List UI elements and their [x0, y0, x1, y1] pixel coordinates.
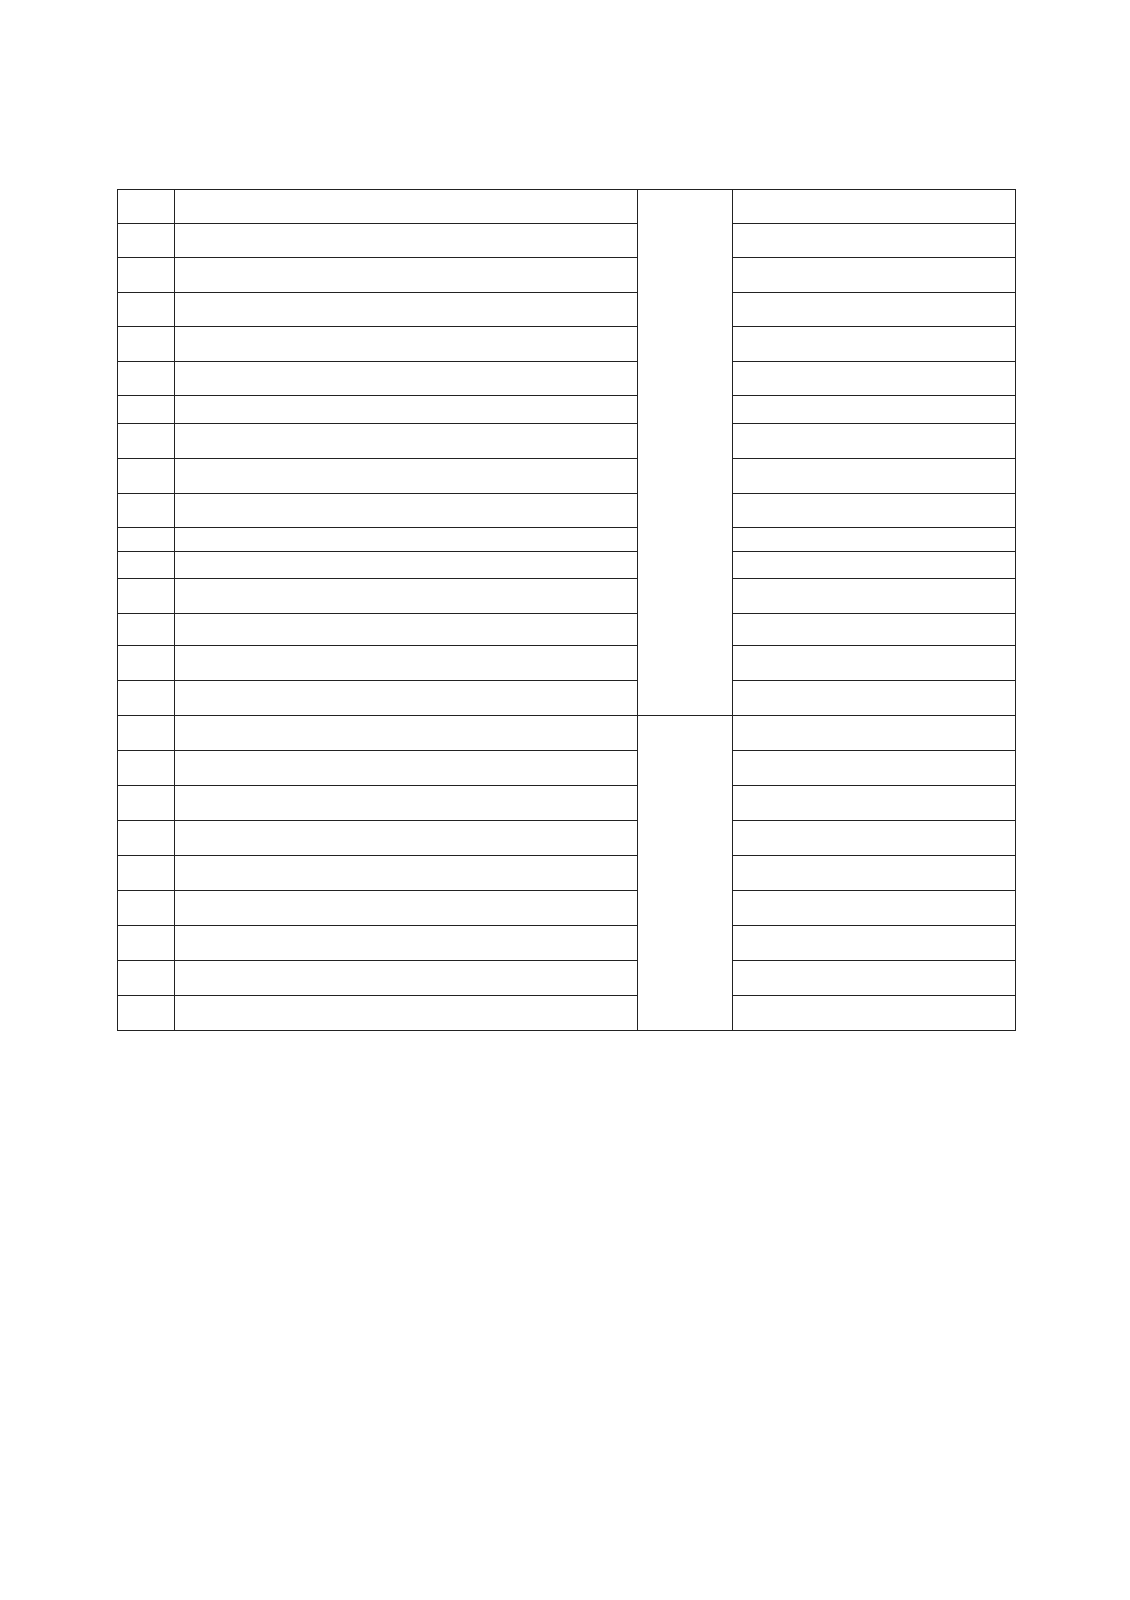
major-code-cell	[118, 362, 175, 396]
table-row	[118, 327, 1016, 362]
major-code-cell	[118, 856, 175, 891]
major-name-cell	[175, 258, 638, 293]
table-row	[118, 224, 1016, 258]
table-row	[118, 961, 1016, 996]
major-code-cell	[118, 224, 175, 258]
exam-subject-cell	[733, 926, 1016, 961]
exam-subject-cell	[733, 362, 1016, 396]
major-name-cell	[175, 614, 638, 646]
major-name-cell	[175, 856, 638, 891]
exam-subject-cell	[733, 716, 1016, 751]
table-row	[118, 424, 1016, 459]
exam-subject-cell	[733, 190, 1016, 224]
exam-subject-cell	[733, 293, 1016, 327]
table-row	[118, 396, 1016, 424]
table-row	[118, 891, 1016, 926]
table-row	[118, 926, 1016, 961]
major-code-cell	[118, 646, 175, 681]
table-row	[118, 786, 1016, 821]
major-code-cell	[118, 926, 175, 961]
table-row	[118, 751, 1016, 786]
major-code-cell	[118, 494, 175, 528]
exam-subject-cell	[733, 821, 1016, 856]
major-table	[117, 189, 1016, 1031]
table-row	[118, 646, 1016, 681]
table-row	[118, 681, 1016, 716]
major-code-cell	[118, 396, 175, 424]
exam-subject-cell	[733, 258, 1016, 293]
exam-subject-cell	[733, 424, 1016, 459]
exam-subject-cell	[733, 459, 1016, 494]
exam-subject-cell	[733, 646, 1016, 681]
major-name-cell	[175, 424, 638, 459]
major-name-cell	[175, 646, 638, 681]
table-row	[118, 494, 1016, 528]
exam-subject-cell	[733, 681, 1016, 716]
major-name-cell	[175, 528, 638, 552]
exam-subject-cell	[733, 552, 1016, 579]
major-name-cell	[175, 459, 638, 494]
major-code-cell	[118, 293, 175, 327]
major-name-cell	[175, 926, 638, 961]
major-name-cell	[175, 751, 638, 786]
exam-subject-cell	[733, 494, 1016, 528]
major-name-cell	[175, 786, 638, 821]
exam-subject-cell	[733, 786, 1016, 821]
exam-subject-cell	[733, 751, 1016, 786]
table-row	[118, 362, 1016, 396]
major-name-cell	[175, 327, 638, 362]
major-code-cell	[118, 258, 175, 293]
table-row	[118, 552, 1016, 579]
major-code-cell	[118, 614, 175, 646]
major-name-cell	[175, 961, 638, 996]
major-code-cell	[118, 327, 175, 362]
major-name-cell	[175, 396, 638, 424]
major-name-cell	[175, 362, 638, 396]
exam-subject-cell	[733, 224, 1016, 258]
major-name-cell	[175, 293, 638, 327]
table-row	[118, 821, 1016, 856]
major-code-cell	[118, 751, 175, 786]
major-code-cell	[118, 528, 175, 552]
table-row	[118, 856, 1016, 891]
table-row	[118, 459, 1016, 494]
exam-subject-cell	[733, 396, 1016, 424]
major-name-cell	[175, 891, 638, 926]
major-name-cell	[175, 224, 638, 258]
major-name-cell	[175, 681, 638, 716]
exam-subject-cell	[733, 856, 1016, 891]
table-row	[118, 190, 1016, 224]
table-row	[118, 293, 1016, 327]
exam-subject-cell	[733, 579, 1016, 614]
group-code-cell	[638, 190, 733, 716]
major-code-cell	[118, 716, 175, 751]
exam-subject-cell	[733, 996, 1016, 1031]
exam-subject-cell	[733, 614, 1016, 646]
major-name-cell	[175, 552, 638, 579]
major-name-cell	[175, 190, 638, 224]
exam-subject-cell	[733, 961, 1016, 996]
major-code-cell	[118, 996, 175, 1031]
major-name-cell	[175, 996, 638, 1031]
major-code-cell	[118, 579, 175, 614]
major-code-cell	[118, 786, 175, 821]
major-code-cell	[118, 821, 175, 856]
table-row	[118, 258, 1016, 293]
major-code-cell	[118, 552, 175, 579]
group-code-cell	[638, 716, 733, 1031]
major-name-cell	[175, 716, 638, 751]
exam-subject-cell	[733, 891, 1016, 926]
major-name-cell	[175, 579, 638, 614]
table-row	[118, 528, 1016, 552]
major-code-cell	[118, 424, 175, 459]
exam-subject-cell	[733, 528, 1016, 552]
major-code-cell	[118, 681, 175, 716]
major-code-cell	[118, 459, 175, 494]
table-row	[118, 716, 1016, 751]
exam-subject-cell	[733, 327, 1016, 362]
major-code-cell	[118, 891, 175, 926]
major-code-cell	[118, 961, 175, 996]
table-row	[118, 614, 1016, 646]
table-row	[118, 996, 1016, 1031]
major-code-cell	[118, 190, 175, 224]
table-row	[118, 579, 1016, 614]
major-name-cell	[175, 494, 638, 528]
major-name-cell	[175, 821, 638, 856]
